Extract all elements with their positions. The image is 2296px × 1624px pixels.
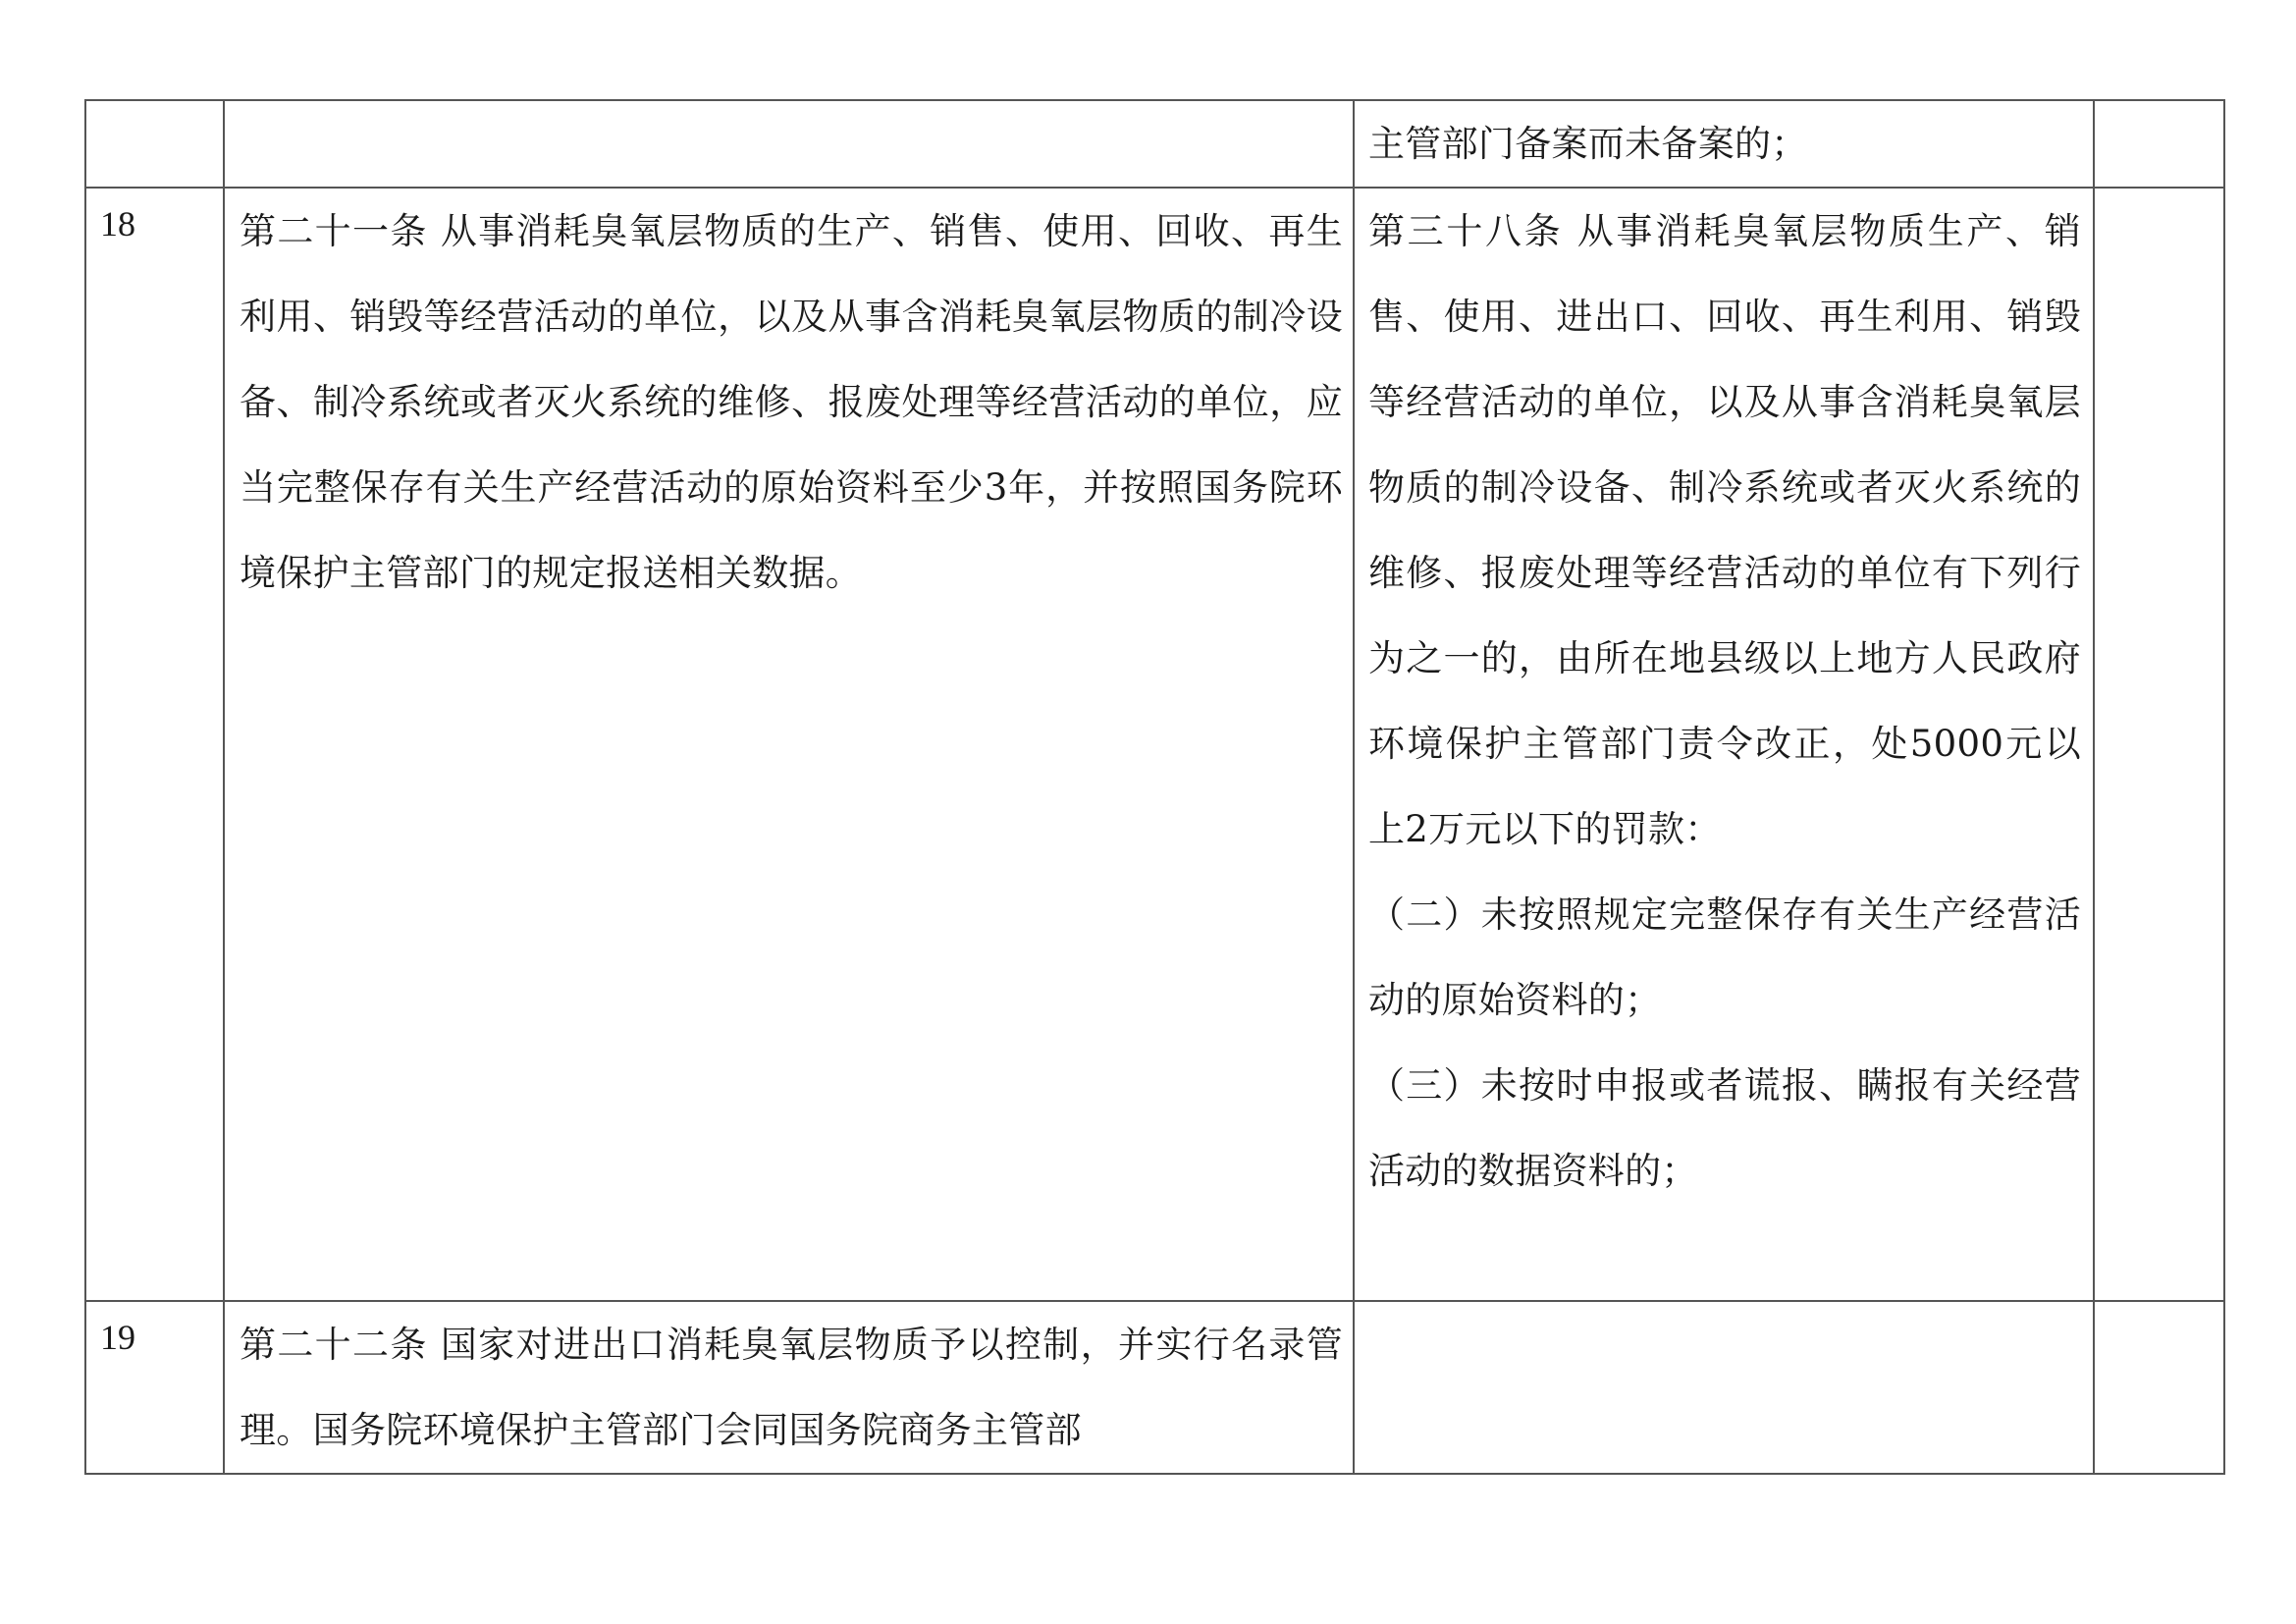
revised-text-cell: [1354, 1301, 2094, 1474]
comparison-table: [84, 99, 2225, 1475]
row-number-cell: [85, 188, 224, 1301]
original-text: 第二十一条 从事消耗臭氧层物质的生产、销售、使用、回收、再生利用、销毁等经营活动的单位，以及从事含消耗臭氧层物质的制冷设备、制冷系统或者灭火系统的维修、报废处理等经营活动的单位，应当完整保存有关生产经营活动的原始资料至少3年，并按照国务院环境保护主管部门的规定报送相关数据。: [240, 210, 1343, 594]
revised-text-cell: [1354, 188, 2094, 1301]
revised-paragraph: （二）未按照规定完整保存有关生产经营活动的原始资料的；: [1368, 893, 2081, 1021]
row-number: [86, 101, 223, 119]
revised-paragraph: 第三十八条 从事消耗臭氧层物质生产、销售、使用、进出口、回收、再生利用、销毁等经营活动的单位，以及从事含消耗臭氧层物质的制冷设备、制冷系统或者灭火系统的维修、报废处理等经营活动的单位有下列行为之一的，由所在地县级以上地方人民政府环境保护主管部门责令改正，处5000元以上2万元以下的罚款：: [1368, 210, 2081, 850]
revised-paragraph: 主管部门备案而未备案的；: [1368, 123, 1808, 165]
note-cell: [2094, 188, 2224, 1301]
original-text-cell: [224, 100, 1354, 188]
row-number-cell: [85, 1301, 224, 1474]
row-number: 18: [100, 204, 135, 244]
row-number-cell: [85, 100, 224, 188]
row-number: 19: [100, 1318, 135, 1357]
table-row: [85, 100, 2224, 188]
original-text-cell: [224, 1301, 1354, 1474]
table-row: [85, 1301, 2224, 1474]
note-cell: [2094, 100, 2224, 188]
revised-text: [1355, 189, 2093, 1214]
revised-text: [1355, 101, 2093, 187]
revised-paragraph: （三）未按时申报或者谎报、瞒报有关经营活动的数据资料的；: [1368, 1064, 2081, 1192]
revised-text-cell: [1354, 100, 2094, 188]
table-row: [85, 188, 2224, 1301]
original-text: 第二十二条 国家对进出口消耗臭氧层物质予以控制，并实行名录管理。国务院环境保护主管部门会同国务院商务主管部: [240, 1324, 1343, 1451]
note-cell: [2094, 1301, 2224, 1474]
original-text-cell: [224, 188, 1354, 1301]
